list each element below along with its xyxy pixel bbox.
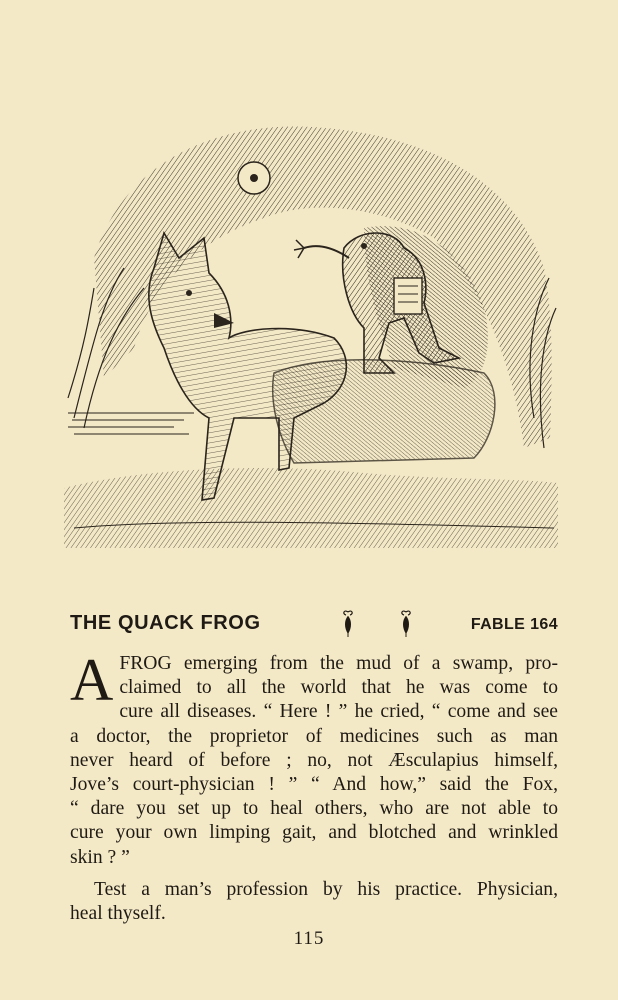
fable-heading [70,608,560,642]
drop-cap: A [70,647,114,713]
moral-line: Test a man’s profession by his practice. Physician, [94,878,558,900]
fable-paragraph [70,647,558,870]
text-line: claimed to all the world that he was come to [119,677,558,699]
fable-number: FABLE 164 [470,616,558,633]
text-line: cure all diseases. “ Here ! ” he cried, “ come and see [119,701,558,723]
text-line: “ dare you set up to heal others, who are not able to [70,798,558,820]
page-number: 115 [293,928,325,949]
text-line: cure your own limping gait, and blotched and wrinkled [70,822,558,844]
text-line: a doctor, the proprietor of medicines such as man [70,725,558,747]
fable-title: THE QUACK FROG [70,612,261,634]
text-line: never heard of before ; no, not Æsculapius himself, [70,749,558,771]
fable-moral [70,878,558,926]
moral-line: heal thyself. [70,903,166,925]
fleuron-icon [340,608,356,638]
text-line: skin ? ” [70,846,130,868]
fable-text [70,647,558,926]
text-line: Jove’s court-physician ! ” “ And how,” said the Fox, [70,774,558,796]
fable-illustration [64,118,558,548]
text-line: FROG emerging from the mud of a swamp, pro- [119,653,558,674]
fleuron-icon [398,608,414,638]
fox-and-frog-engraving [64,118,558,548]
